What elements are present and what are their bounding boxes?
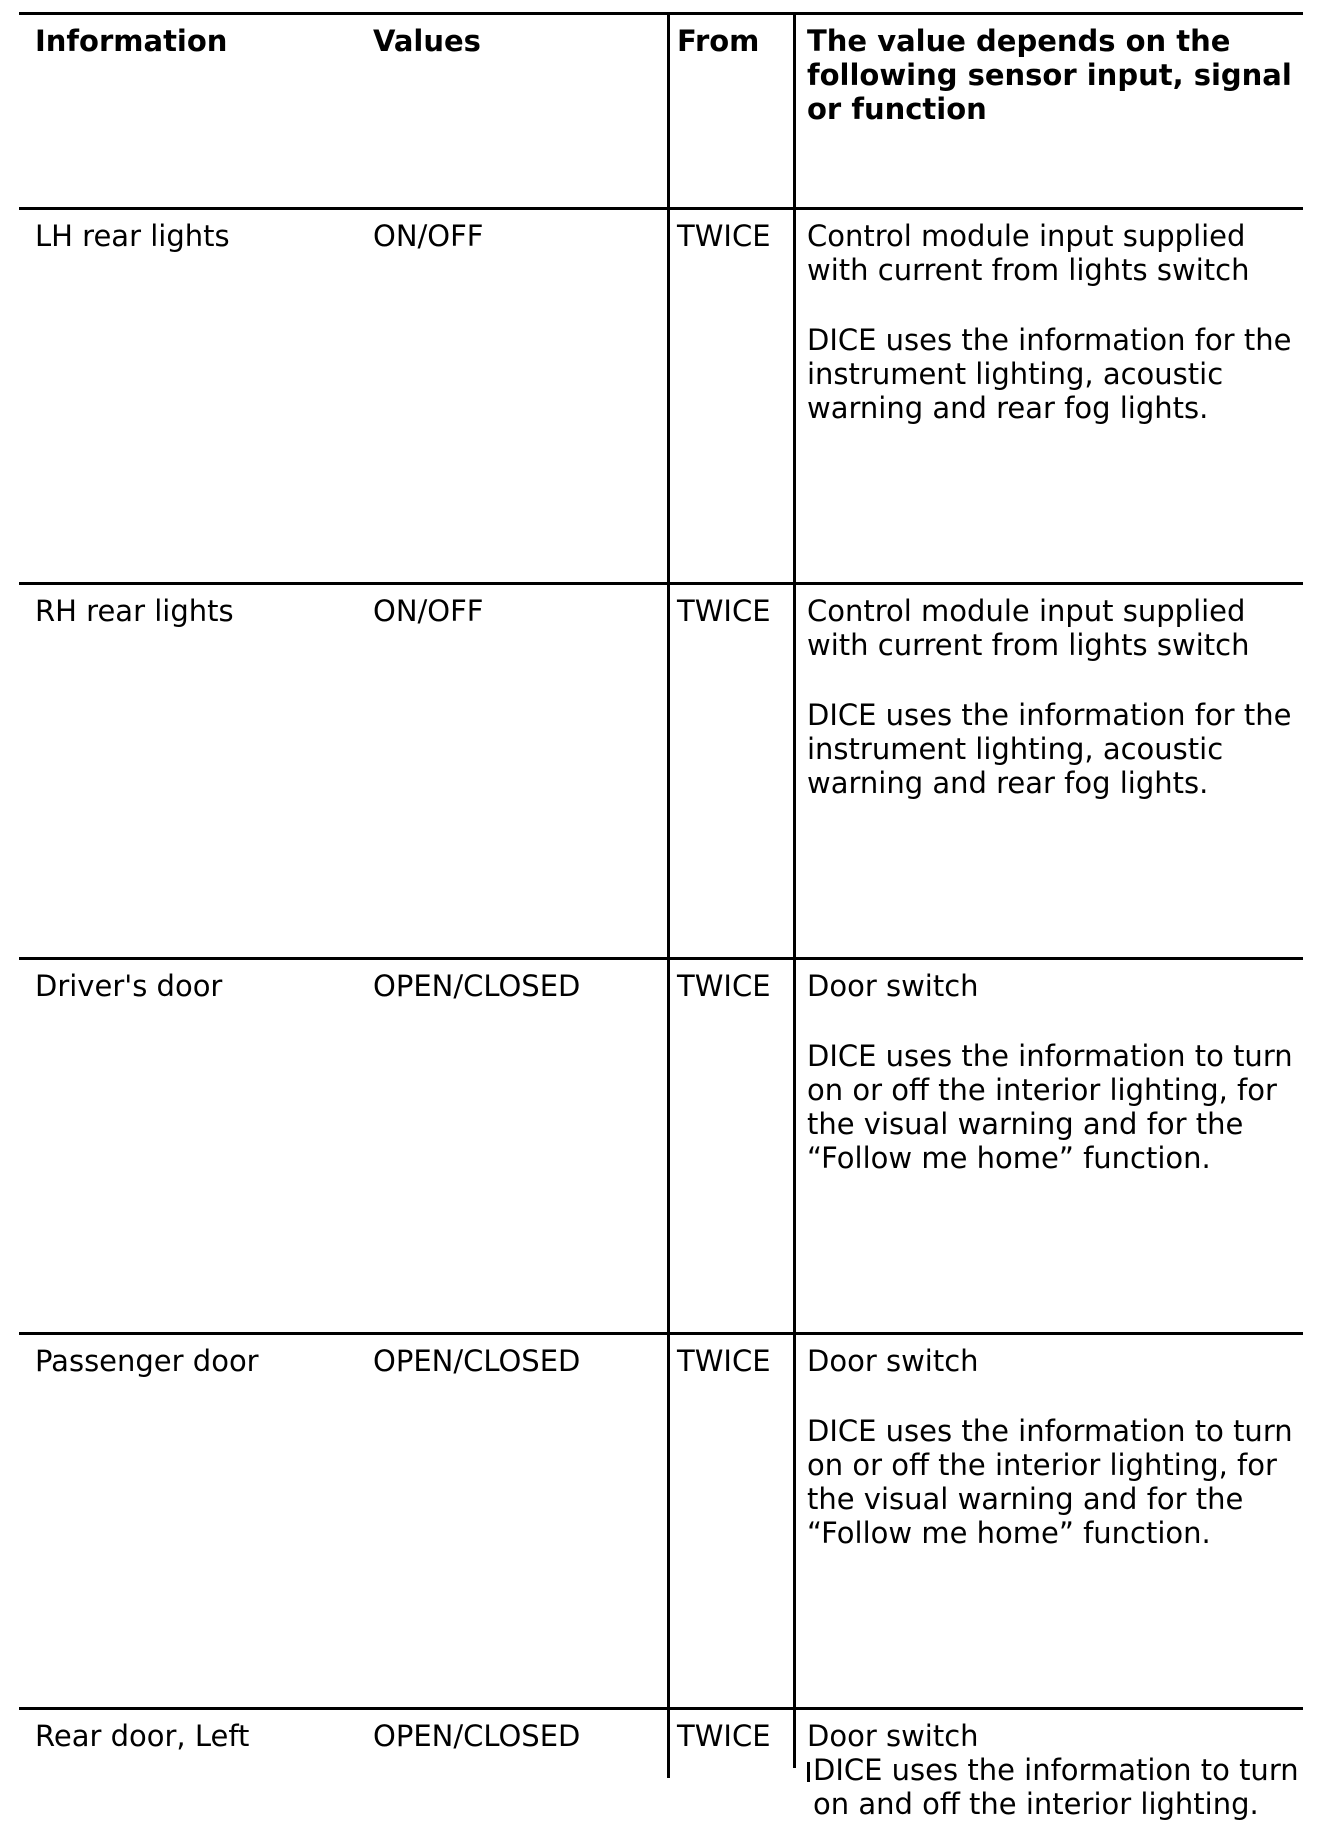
row-1-from: TWICE: [677, 219, 771, 253]
row-5-from: TWICE: [677, 1719, 771, 1753]
header-depends-line: or function: [807, 92, 987, 126]
row-3-note-line: on or off the interior lighting, for: [807, 1073, 1277, 1107]
row-2-note-line: DICE uses the information for the: [807, 698, 1292, 732]
row-2-input-line: with current from lights switch: [807, 628, 1250, 662]
row-1-values: ON/OFF: [373, 219, 484, 253]
row-3-description: [807, 969, 1293, 1175]
row-divider-1: [19, 582, 1303, 585]
row-4-description: [807, 1344, 1293, 1550]
row-1-information: LH rear lights: [35, 219, 230, 253]
row-1-description: [807, 219, 1291, 425]
row-2-note-line: instrument lighting, acoustic: [807, 732, 1224, 766]
row-5-input-line: Door switch: [807, 1719, 979, 1753]
header-depends-line: following sensor input, signal: [807, 58, 1292, 92]
row-1-input-line: Control module input supplied: [807, 219, 1246, 253]
row-divider-3: [19, 1332, 1303, 1335]
header-values: Values: [373, 24, 481, 58]
row-2-from: TWICE: [677, 594, 771, 628]
row-3-note-line: “Follow me home” function.: [807, 1141, 1211, 1175]
row-1-note-line: instrument lighting, acoustic: [807, 357, 1224, 391]
row-1-note-line: DICE uses the information for the: [807, 323, 1292, 357]
row-divider-2: [19, 957, 1303, 960]
row-3-from: TWICE: [677, 969, 771, 1003]
row-5-note-line: on and off the interior lighting.: [813, 1787, 1259, 1821]
row-3-note-line: DICE uses the information to turn: [807, 1039, 1293, 1073]
row-2-description: [807, 594, 1291, 800]
row-5-information: Rear door, Left: [35, 1719, 250, 1753]
header-depends-line: The value depends on the: [807, 24, 1231, 58]
column-divider-depends-tail: [807, 1762, 810, 1782]
row-4-input-line: Door switch: [807, 1344, 979, 1378]
row-2-note-line: warning and rear fog lights.: [807, 766, 1209, 800]
row-1-input-line: with current from lights switch: [807, 253, 1250, 287]
row-2-information: RH rear lights: [35, 594, 234, 628]
column-divider-from: [667, 12, 670, 1778]
column-divider-depends: [793, 12, 796, 1768]
header-row-divider: [19, 207, 1303, 210]
row-3-values: OPEN/CLOSED: [373, 969, 581, 1003]
row-5-note: [813, 1753, 1299, 1821]
row-4-note-line: on or off the interior lighting, for: [807, 1448, 1277, 1482]
row-4-note-line: DICE uses the information to turn: [807, 1414, 1293, 1448]
row-5-description: [807, 1719, 979, 1753]
row-4-note-line: “Follow me home” function.: [807, 1516, 1211, 1550]
header-from: From: [677, 24, 760, 58]
row-3-note-line: the visual warning and for the: [807, 1107, 1244, 1141]
row-5-values: OPEN/CLOSED: [373, 1719, 581, 1753]
row-5-note-line: DICE uses the information to turn: [813, 1753, 1299, 1787]
table-top-border: [19, 12, 1303, 15]
row-2-input-line: Control module input supplied: [807, 594, 1246, 628]
row-4-from: TWICE: [677, 1344, 771, 1378]
row-3-information: Driver's door: [35, 969, 223, 1003]
row-4-values: OPEN/CLOSED: [373, 1344, 581, 1378]
row-3-input-line: Door switch: [807, 969, 979, 1003]
header-depends: [807, 24, 1292, 126]
row-2-values: ON/OFF: [373, 594, 484, 628]
header-information: Information: [35, 24, 228, 58]
row-1-note-line: warning and rear fog lights.: [807, 391, 1209, 425]
row-4-note-line: the visual warning and for the: [807, 1482, 1244, 1516]
row-4-information: Passenger door: [35, 1344, 259, 1378]
row-divider-4: [19, 1707, 1303, 1710]
